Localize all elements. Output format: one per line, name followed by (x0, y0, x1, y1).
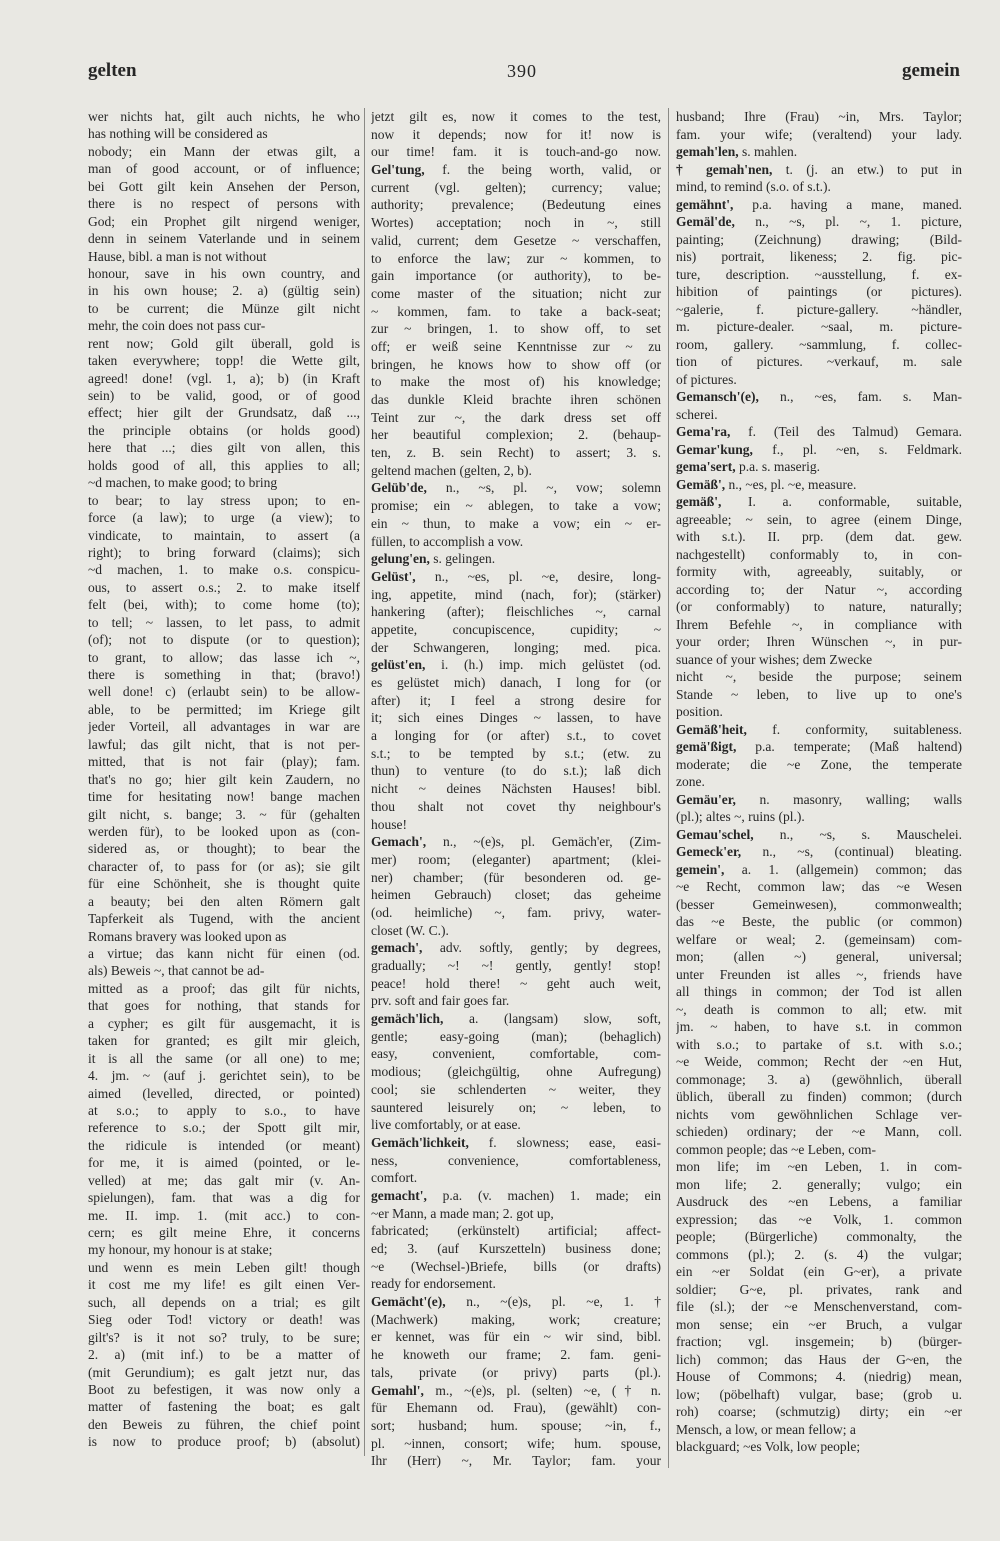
dictionary-line: fabricated; (erkünstelt) artificial; affect- (371, 1223, 661, 1239)
dictionary-line: my honour, my honour is at stake; (88, 1242, 273, 1258)
dictionary-line: mind, to remind (s.o. of s.t.). (676, 179, 831, 194)
dictionary-line: Wortes) acceptation; noch in ~, still (371, 215, 661, 231)
column-divider (668, 108, 669, 1468)
dictionary-line (676, 388, 962, 406)
dictionary-line: has nothing will be considered as (88, 126, 268, 142)
dictionary-line: to enforce the law; zur ~ kommen, to (371, 250, 661, 266)
entry-text: I. a. conformable, suitable, (721, 494, 962, 509)
dictionary-line: Hause, bibl. a man is not without (88, 248, 267, 264)
dictionary-line: ed; 3. (auf Kurszetteln) business done; (371, 1241, 661, 1256)
dictionary-line: ten, z. B. sein Recht) to assert; 3. s. (371, 445, 661, 461)
dictionary-line: to tell; ~ lassen, to let pass, to admit (88, 614, 360, 630)
headword: Gemäß', (676, 476, 726, 492)
dictionary-line: vindicate, to maintain, to assert (a (88, 527, 360, 543)
dictionary-line: gilt's? is it not so? truly, to be sure; (88, 1329, 360, 1345)
dictionary-line: thou shalt not covet thy neighbour's (371, 798, 661, 814)
dictionary-line: mer) room; (eleganter) apartment; (klei- (371, 851, 661, 867)
dictionary-line: to bear; to lay stress upon; to en- (88, 492, 360, 508)
dictionary-line: für eine Schönheit, she is thought quite (88, 876, 360, 892)
dictionary-line: holds good of all, this applies to all; (88, 457, 360, 473)
dictionary-line: of pictures. (676, 371, 737, 387)
dictionary-line: und wenn es mein Leben gilt! though (88, 1259, 360, 1275)
entry-text: p.a. having a mane, maned. (733, 196, 962, 212)
dictionary-line: time for hesitating now! bange machen (88, 789, 360, 805)
dictionary-line: he knoweth our frame; 2. fam. geni- (371, 1347, 661, 1363)
dictionary-line: fam. your wife; (veraltend) your lady. (676, 126, 962, 142)
dictionary-line: position. (676, 704, 723, 719)
dictionary-line: rent now; Gold gilt überall, gold is (88, 335, 360, 351)
headword: Gelüb'de, (371, 480, 427, 496)
dictionary-line: the ridicule is intended (or meant) (88, 1137, 360, 1153)
entry-text: t. (j. an etw.) to put in (772, 161, 962, 177)
dictionary-line: welfare or weal; 2. (gemeinsam) com- (676, 931, 962, 947)
dictionary-line: house! (371, 816, 407, 832)
dictionary-line: effect; hier gilt der Grundsatz, daß ..., (88, 405, 360, 421)
headword: Gemächt'(e), (371, 1294, 446, 1310)
running-head-left: gelten (88, 60, 137, 81)
dictionary-line: commonage; 3. a) (gewöhnlich, überall (676, 1071, 962, 1087)
dictionary-line: people; (Bürgerliche) commonalty, the (676, 1229, 962, 1244)
dictionary-line: me. II. imp. 1. (mit acc.) to con- (88, 1207, 360, 1223)
headword: Gemäu'er, (676, 791, 736, 807)
dictionary-line: man of good account, or of influence; (88, 161, 360, 177)
dictionary-line: a longing for (or after) s.t., to covet (371, 728, 661, 744)
dictionary-line: üblich, überall zu finden) common; (durch (676, 1089, 962, 1104)
dictionary-line: das dunkle Kleid brachte ihren schönen (371, 392, 661, 407)
dictionary-line: ~er Mann, a made man; 2. got up, (371, 1205, 554, 1221)
dictionary-line: Teint zur ~, the dark dress set off (371, 409, 661, 425)
dictionary-line (371, 1010, 661, 1028)
dictionary-line: (mit Gerundium); es galt jetzt nur, das (88, 1364, 360, 1380)
dictionary-line: sort; husband; hum. spouse; ~in, f., (371, 1417, 661, 1433)
dictionary-line: such, all depends on a trial; es gilt (88, 1294, 360, 1310)
dictionary-line: gain importance (or authority), to be- (371, 268, 661, 284)
headword: Gemeck'er, (676, 844, 742, 859)
dictionary-line: werden für), to be looked upon as (con- (88, 823, 360, 839)
dictionary-line: scherei. (676, 406, 718, 422)
dictionary-line: with s.t.). II. prp. (dem dat. gew. (676, 529, 962, 544)
entry-text: p.a. (v. machen) 1. made; ein (426, 1187, 661, 1203)
entry-text: p.a. s. maserig. (735, 459, 820, 474)
dictionary-line: able, to be permitted; im Kriege gilt (88, 701, 360, 717)
dictionary-line: (Machwerk) making, work; creature; (371, 1311, 661, 1327)
dictionary-line: zone. (676, 774, 705, 789)
entry-text: n., ~(e)s, pl. Gemäch'er, (Zim- (426, 834, 661, 850)
dictionary-line (676, 423, 962, 441)
entry-text: n., ~s, (continual) bleating. (741, 844, 962, 859)
dictionary-line: closet (W. C.). (371, 922, 449, 938)
dictionary-line: a beauty; bei den alten Römern galt (88, 893, 360, 909)
dictionary-line: den Beweis zu führen, the chief point (88, 1416, 360, 1432)
dictionary-line: promise; ein ~ ablegen, to take a vow; (371, 498, 661, 514)
dictionary-line (676, 843, 962, 861)
dictionary-line: füllen, to accomplish a vow. (371, 533, 524, 549)
dictionary-line: suance of your wishes; dem Zwecke (676, 651, 873, 667)
dictionary-line: nachgestellt) conformably to, in con- (676, 546, 962, 562)
dictionary-line: expression; das ~e Volk, 1. common (676, 1211, 962, 1227)
headword: gemah'len, (676, 144, 739, 159)
dictionary-line: authority; prevalence; (Bedeutung eines (371, 197, 661, 213)
dictionary-line: cern; es gilt meine Ehre, it concerns (88, 1225, 360, 1240)
dictionary-line: mon sense; ein ~er Bruch, a vulgar (676, 1316, 962, 1332)
dictionary-line: m. picture-dealer. ~saal, m. picture- (676, 319, 962, 334)
dictionary-line: common people; das ~e Leben, com- (676, 1141, 876, 1157)
dictionary-line (676, 196, 962, 214)
dictionary-line: the principle obtains (or holds good) (88, 422, 360, 438)
dictionary-line: 4. jm. ~ (auf j. gerichtet sein), to be (88, 1068, 360, 1084)
headword: Gemach', (371, 834, 427, 850)
dictionary-line: er kennet, was für ein ~ wir sind, bibl. (371, 1329, 661, 1345)
dictionary-line: ~d machen, to make good; to bring (88, 475, 278, 491)
dictionary-line: ing, appetite, mind (nach, for); (stärker) (371, 586, 661, 602)
dictionary-line: velled) at me; das galt mir (v. An- (88, 1172, 360, 1188)
dictionary-line: Mensch, a low, or mean fellow; a (676, 1421, 856, 1437)
dictionary-line: ness, convenience, comfortableness, (371, 1152, 661, 1168)
dictionary-line: aimed (levelled, directed, or pointed) (88, 1085, 360, 1101)
dictionary-line: reference to s.o.; der Spott gilt mir, (88, 1120, 360, 1136)
entry-text: i. (h.) imp. mich gelüstet (od. (425, 657, 661, 673)
dictionary-line: her beautiful complexion; 2. (behaup- (371, 427, 661, 443)
dictionary-line: ready for endorsement. (371, 1276, 496, 1292)
dictionary-line: at s.o.; to apply to s.o., to have (88, 1102, 360, 1118)
dictionary-line: moderate; die ~e Zone, the temperate (676, 756, 962, 772)
dictionary-line (676, 826, 962, 844)
dictionary-line: sein) to be valid, good, or of good (88, 388, 360, 403)
dictionary-line: s.t.; to be tempted by s.t.; (etw. zu (371, 745, 661, 761)
headword: Gel'tung, (371, 162, 425, 178)
entry-text: n., ~s, pl. ~, vow; solemn (426, 480, 661, 496)
dictionary-line: room, gallery. ~sammlung, f. collec- (676, 336, 962, 352)
dictionary-line: (od. heimliche) ~, fam. privy, water- (371, 904, 661, 920)
headword: gemä'ßigt, (676, 739, 737, 754)
dictionary-line: your order; Ihren Wünschen ~, in pur- (676, 634, 962, 649)
dictionary-line: ~, death is common to all; etw. mit (676, 1001, 962, 1017)
dictionary-line: jeder Vorteil, all advantages in war are (88, 719, 360, 735)
dictionary-line: comfort. (371, 1170, 418, 1186)
dictionary-line: fraction; vgl. insgemein; b) (bürger- (676, 1334, 962, 1349)
dictionary-line (676, 721, 962, 739)
dictionary-line: after) it; I feel a strong desire for (371, 692, 661, 708)
column-3 (676, 108, 962, 1456)
dictionary-line: nobody; ein Mann der etwas gilt, a (88, 143, 360, 159)
entry-text: adv. softly, gently; by degrees, (422, 940, 661, 956)
dictionary-line: file (sl.); der ~e Menschenverstand, com- (676, 1299, 962, 1314)
dictionary-line: ein ~er Soldat (ein G~er), a private (676, 1264, 962, 1279)
dictionary-line (371, 939, 661, 957)
dictionary-line: spielungen), fam. that was a dig for (88, 1190, 360, 1206)
dictionary-line: formity with, agreeably, suitably, or (676, 564, 962, 579)
dictionary-line: gradually; ~! ~! gently, gently! stop! (371, 958, 661, 973)
dictionary-line: mon life; im ~en Leben, 1. in com- (676, 1159, 962, 1174)
dictionary-line: come master of the situation; nicht zur (371, 285, 661, 301)
headword: gemäß', (676, 494, 722, 509)
dictionary-line: thun) to venture (to do s.t.); laß dich (371, 763, 661, 779)
dictionary-line: Boot zu befestigen, it was now only a (88, 1381, 360, 1397)
dictionary-line: ner) chamber; (für besonderen od. ge- (371, 869, 661, 885)
dictionary-line: here that ...; dies gilt von allen, this (88, 440, 360, 456)
dictionary-line: according to; der Natur ~, according (676, 581, 962, 597)
column-2 (371, 108, 661, 1470)
dictionary-line (371, 1187, 661, 1205)
dictionary-line: Stande ~ leben, to live up to one's (676, 686, 962, 702)
dictionary-line: nichts vom gewöhnlichen Schlage ver- (676, 1106, 962, 1122)
dictionary-line: our time! fam. it is touch-and-go now. (371, 144, 661, 160)
dictionary-line: Sieg oder Tod! victory or death! was (88, 1312, 360, 1328)
dictionary-line: ture, description. ~ausstellung, f. ex- (676, 266, 962, 282)
entry-text: n., ~es, pl. ~e, desire, long- (415, 568, 661, 584)
dictionary-line: (pl.); altes ~, ruins (pl.). (676, 809, 805, 824)
dictionary-line (676, 861, 962, 879)
dictionary-line: heimen Gebrauch) closet; das geheime (371, 887, 661, 903)
dictionary-line: nicht ~, beside the purpose; seinem (676, 669, 962, 684)
dictionary-line: Romans bravery was looked upon as (88, 928, 287, 944)
dictionary-line: als) Beweis ~, that cannot be ad- (88, 963, 265, 979)
dictionary-line (371, 833, 661, 851)
dictionary-line: mon life; 2. generally; vulgo; ein (676, 1176, 962, 1192)
dictionary-line: ous, to assert o.s.; 2. to make itself (88, 579, 360, 595)
dictionary-line (371, 1134, 661, 1152)
dictionary-line: Ausdruck des ~en Lebens, a familiar (676, 1194, 962, 1209)
entry-text: n., ~(e)s, pl. ~e, 1. † (445, 1294, 661, 1310)
dictionary-line (676, 161, 962, 179)
headword: gemach', (371, 940, 423, 956)
dictionary-line: peace! hold there! ~ geht auch weit, (371, 975, 661, 991)
running-head-right: gemein (901, 60, 960, 81)
dictionary-line: husband; Ihre (Frau) ~in, Mrs. Taylor; (676, 109, 962, 124)
entry-text: n. masonry, walling; walls (735, 791, 962, 807)
entry-text: n., ~es, pl. ~e, measure. (725, 476, 857, 492)
dictionary-line: ~e Recht, common law; das ~e Wesen (676, 879, 962, 894)
dictionary-line: a cypher; es gilt für ausgemacht, it is (88, 1015, 360, 1031)
dictionary-line: tion of pictures. ~verkauf, m. sale (676, 354, 962, 369)
headword: † gemah'nen, (676, 161, 773, 177)
dictionary-line (371, 161, 661, 179)
entry-text: f. (Teil des Talmud) Gemara. (730, 424, 962, 439)
dictionary-line: hankering (after); fleischliches ~, carnal (371, 604, 661, 620)
dictionary-line: a virtue; das kann nicht für einen (od. (88, 946, 360, 961)
dictionary-line: in his own house; 2. a) (gültig sein) (88, 283, 360, 299)
dictionary-line: gilt nicht, s. bange; 3. ~ für (gehalten (88, 806, 360, 822)
dictionary-line: mehr, the coin does not pass cur- (88, 318, 266, 334)
dictionary-line (371, 550, 661, 568)
headword: Gemäß'heit, (676, 721, 747, 737)
entry-text: m., ~(e)s, pl. (selten) ~e, († n. (423, 1382, 661, 1398)
dictionary-line: current (vgl. gelten); currency; value; (371, 179, 661, 195)
dictionary-line: is now to produce proof; b) (absolut) (88, 1434, 360, 1450)
headword: gelüst'en, (371, 657, 426, 673)
headword: Gema'ra, (676, 424, 731, 439)
entry-text: s. gelingen. (429, 551, 496, 567)
dictionary-line: force (a law); to urge (a view); to (88, 510, 360, 526)
dictionary-line: painting; (Zeichnung) drawing; (Bild- (676, 231, 962, 247)
dictionary-line: lawful; das gilt nicht, that is not per- (88, 736, 360, 752)
dictionary-line: valid, current; dem Gesetze ~ verschaffen, (371, 232, 661, 248)
headword: gema'sert, (676, 459, 736, 474)
dictionary-line: to be current; die Münze gilt nicht (88, 300, 360, 316)
dictionary-line: (or conformably) to nature, naturally; (676, 599, 962, 614)
headword: Gemar'kung, (676, 441, 753, 457)
dictionary-line: cool; sie schlenderten ~ weiter, they (371, 1081, 661, 1097)
entry-text: f. conformity, suitableness. (746, 721, 962, 737)
dictionary-line: Tapferkeit als Tugend, with the ancient (88, 911, 360, 927)
dictionary-line: jm. ~ haben, to have s.t. in common (676, 1019, 962, 1034)
dictionary-line: schieden) ordinary; der ~e Mann, coll. (676, 1124, 962, 1139)
headword: Gemäl'de, (676, 214, 735, 229)
headword: Gemau'schel, (676, 826, 754, 842)
dictionary-line: that goes for nothing, that stands for (88, 998, 360, 1014)
dictionary-line: wer nichts hat, gilt auch nichts, he who (88, 109, 360, 124)
dictionary-line: there is no respect of persons with (88, 196, 360, 212)
dictionary-line: roh) coarse; (schmutzig) dirty; ein ~er (676, 1404, 962, 1419)
dictionary-line: Ihrem Befehle ~, in compliance with (676, 616, 962, 632)
dictionary-line: God; ein Prophet gilt nirgend weniger, (88, 213, 360, 229)
entry-text: a. (langsam) slow, soft, (443, 1011, 661, 1027)
dictionary-line: lich) common; das Haus der G~en, the (676, 1351, 962, 1367)
dictionary-line: right); to bring forward (claims); sich (88, 544, 360, 560)
dictionary-line: das ~e Beste, the public (or common) (676, 914, 962, 929)
dictionary-line: modious; (gleichgültig, ohne Aufregung) (371, 1064, 661, 1080)
dictionary-line: blackguard; ~es Volk, low people; (676, 1439, 861, 1454)
dictionary-line (676, 143, 962, 161)
dictionary-line: nicht ~ deines Nächsten Hauses! bibl. (371, 781, 661, 797)
dictionary-line: unter Freunden ist alles ~, friends have (676, 966, 962, 982)
dictionary-line: prv. soft and fair goes far. (371, 993, 510, 1009)
dictionary-line: sauntered leisurely on; ~ leben, to (371, 1099, 661, 1115)
dictionary-line: es gelüstet mich) danach, I long for (or (371, 675, 661, 690)
entry-text: f. the being worth, valid, or (424, 162, 661, 178)
dictionary-line (676, 493, 962, 511)
dictionary-line: der Schwangeren, longing; med. pica. (371, 639, 661, 655)
headword: Gelüst', (371, 568, 416, 584)
dictionary-line: sidered as, or thought); to bear the (88, 841, 360, 857)
dictionary-line: for me, it is aimed (pointed, or le- (88, 1155, 360, 1171)
dictionary-line (371, 1293, 661, 1311)
dictionary-line (676, 441, 962, 459)
headword: gemähnt', (676, 196, 734, 212)
dictionary-line: it is all the same (or all one) to me; (88, 1050, 360, 1066)
dictionary-line: gentle; easy-going (man); (behaglich) (371, 1028, 661, 1044)
dictionary-line (676, 791, 962, 809)
dictionary-line: to make the most of) his knowledge; (371, 374, 661, 390)
dictionary-line: commons (pl.); 2. (s. 4) the vulgar; (676, 1246, 962, 1262)
dictionary-line: it cost me my life! es gilt einen Ver- (88, 1277, 360, 1293)
dictionary-line: to grant, to allow; das lasse ich ~, (88, 649, 360, 665)
dictionary-line (371, 1382, 661, 1400)
dictionary-line: matter of fastening the boat; es galt (88, 1399, 360, 1415)
dictionary-line: (besser Gemeinwesen), commonwealth; (676, 896, 962, 912)
headword: Gemansch'(e), (676, 389, 759, 404)
dictionary-line: Ihr (Herr) ~, Mr. Taylor; fam. your (371, 1453, 661, 1469)
dictionary-line: jetzt gilt es, now it comes to the test, (371, 109, 661, 124)
dictionary-line: honour, save in his own country, and (88, 265, 360, 281)
headword: gemäch'lich, (371, 1011, 444, 1027)
headword: gelung'en, (371, 551, 430, 567)
dictionary-line: ~e Weide, common; Recht der ~en Hut, (676, 1054, 962, 1069)
dictionary-line: ~galerie, f. picture-gallery. ~händler, (676, 301, 962, 317)
dictionary-line (676, 476, 962, 494)
entry-text: n., ~s, pl. ~, 1. picture, (734, 214, 962, 229)
dictionary-line: House of Commons; 4. (niedrig) mean, (676, 1369, 962, 1384)
dictionary-line: low; (pöbelhaft) vulgar, base; (grob u. (676, 1386, 962, 1402)
dictionary-line (371, 479, 661, 497)
headword: Gemahl', (371, 1382, 424, 1398)
dictionary-line: mitted, that is not fair (play); fam. (88, 754, 360, 770)
dictionary-line: 2. a) (mit inf.) to be a matter of (88, 1347, 360, 1363)
dictionary-line: hibition of paintings (or pictures). (676, 284, 962, 299)
dictionary-line: felt (bei, with); to come home (to); (88, 597, 360, 613)
dictionary-line: mon; (allen ~) general, universal; (676, 949, 962, 964)
dictionary-line: ein ~ thun, to make a vow; ein ~ er- (371, 515, 661, 531)
dictionary-line: für Ehemann od. Frau), (gewählt) con- (371, 1400, 661, 1416)
dictionary-line (676, 213, 962, 231)
dictionary-line: easy, convenient, comfortable, com- (371, 1046, 661, 1062)
entry-text: f., pl. ~en, s. Feldmark. (752, 441, 962, 457)
dictionary-line: bei Gott gilt kein Ansehen der Person, (88, 178, 360, 194)
dictionary-line: well done! c) (erlaubt sein) to be allow- (88, 684, 360, 700)
dictionary-line: tals, private (or privy) parts (pl.). (371, 1364, 661, 1380)
dictionary-line: character of, to pass for (or as); sie gilt (88, 858, 360, 874)
dictionary-line: nis) portrait, likeness; 2. fig. pic- (676, 249, 962, 264)
headword: gemacht', (371, 1187, 427, 1203)
dictionary-line: soldier; G~e, pl. privates, rank and (676, 1281, 962, 1297)
dictionary-line: (of); not to dispute (or to question); (88, 632, 360, 648)
column-divider (364, 108, 365, 1456)
dictionary-line: zur ~ bringen, 1. to show off, to set (371, 321, 661, 337)
entry-text: n., ~es, fam. s. Man- (758, 389, 962, 404)
dictionary-line: there is something in that; (bravo!) (88, 667, 360, 682)
dictionary-line: mitted as a proof; das gilt für nichts, (88, 980, 360, 996)
dictionary-line: with s.o.; to partake of s.t. with s.o.; (676, 1036, 962, 1052)
entry-text: n., ~s, s. Mauschelei. (753, 826, 962, 842)
dictionary-line (371, 656, 661, 674)
dictionary-line: ~d machen, 1. to make o.s. conspicu- (88, 562, 360, 578)
dictionary-line: that's no go; hier gilt kein Zaudern, no (88, 771, 360, 787)
entry-text: a. 1. (allgemein) common; das (724, 861, 962, 877)
dictionary-line: live comfortably, or at ease. (371, 1117, 521, 1133)
entry-text: p.a. temperate; (Maß haltend) (736, 739, 962, 754)
dictionary-line: agreed! done! (vgl. 1, a); b) (in Kraft (88, 370, 360, 386)
column-1 (88, 108, 360, 1451)
headword: Gemäch'lichkeit, (371, 1134, 469, 1150)
entry-text: f. slowness; ease, easi- (468, 1134, 661, 1150)
headword: gemein', (676, 861, 725, 877)
dictionary-line: it; sich eines Dinges ~ lassen, to have (371, 710, 661, 726)
dictionary-line: ~ kommen, fam. to take a back-seat; (371, 303, 661, 319)
dictionary-line: denn in seinem Vaterlande und in seinem (88, 231, 360, 247)
dictionary-line: appetite, concupiscence, cupidity; ~ (371, 621, 661, 637)
dictionary-line: agreeable; ~ sein, to agree (einem Dinge, (676, 511, 962, 527)
dictionary-line: ~e (Wechsel-)Briefe, bills (or drafts) (371, 1258, 661, 1274)
dictionary-line (676, 738, 962, 756)
dictionary-line: off; er weiß seine Kenntnisse zur ~ zu (371, 338, 661, 354)
dictionary-line: all things in common; der Tod ist allen (676, 984, 962, 999)
dictionary-line: pl. ~innen, consort; wife; hum. spouse, (371, 1435, 661, 1451)
entry-text: s. mahlen. (738, 144, 798, 159)
page-number: 390 (507, 61, 537, 81)
dictionary-line (371, 568, 661, 586)
dictionary-line (676, 458, 962, 476)
dictionary-line: geltend machen (gelten, 2, b). (371, 462, 532, 478)
dictionary-line: taken for granted; es gilt mir gleich, (88, 1033, 360, 1049)
dictionary-line: now it depends; now for it! now is (371, 126, 661, 142)
dictionary-line: bringen, he knows how to show off (or (371, 356, 661, 372)
dictionary-line: taken everywhere; topp! die Wette gilt, (88, 353, 360, 369)
